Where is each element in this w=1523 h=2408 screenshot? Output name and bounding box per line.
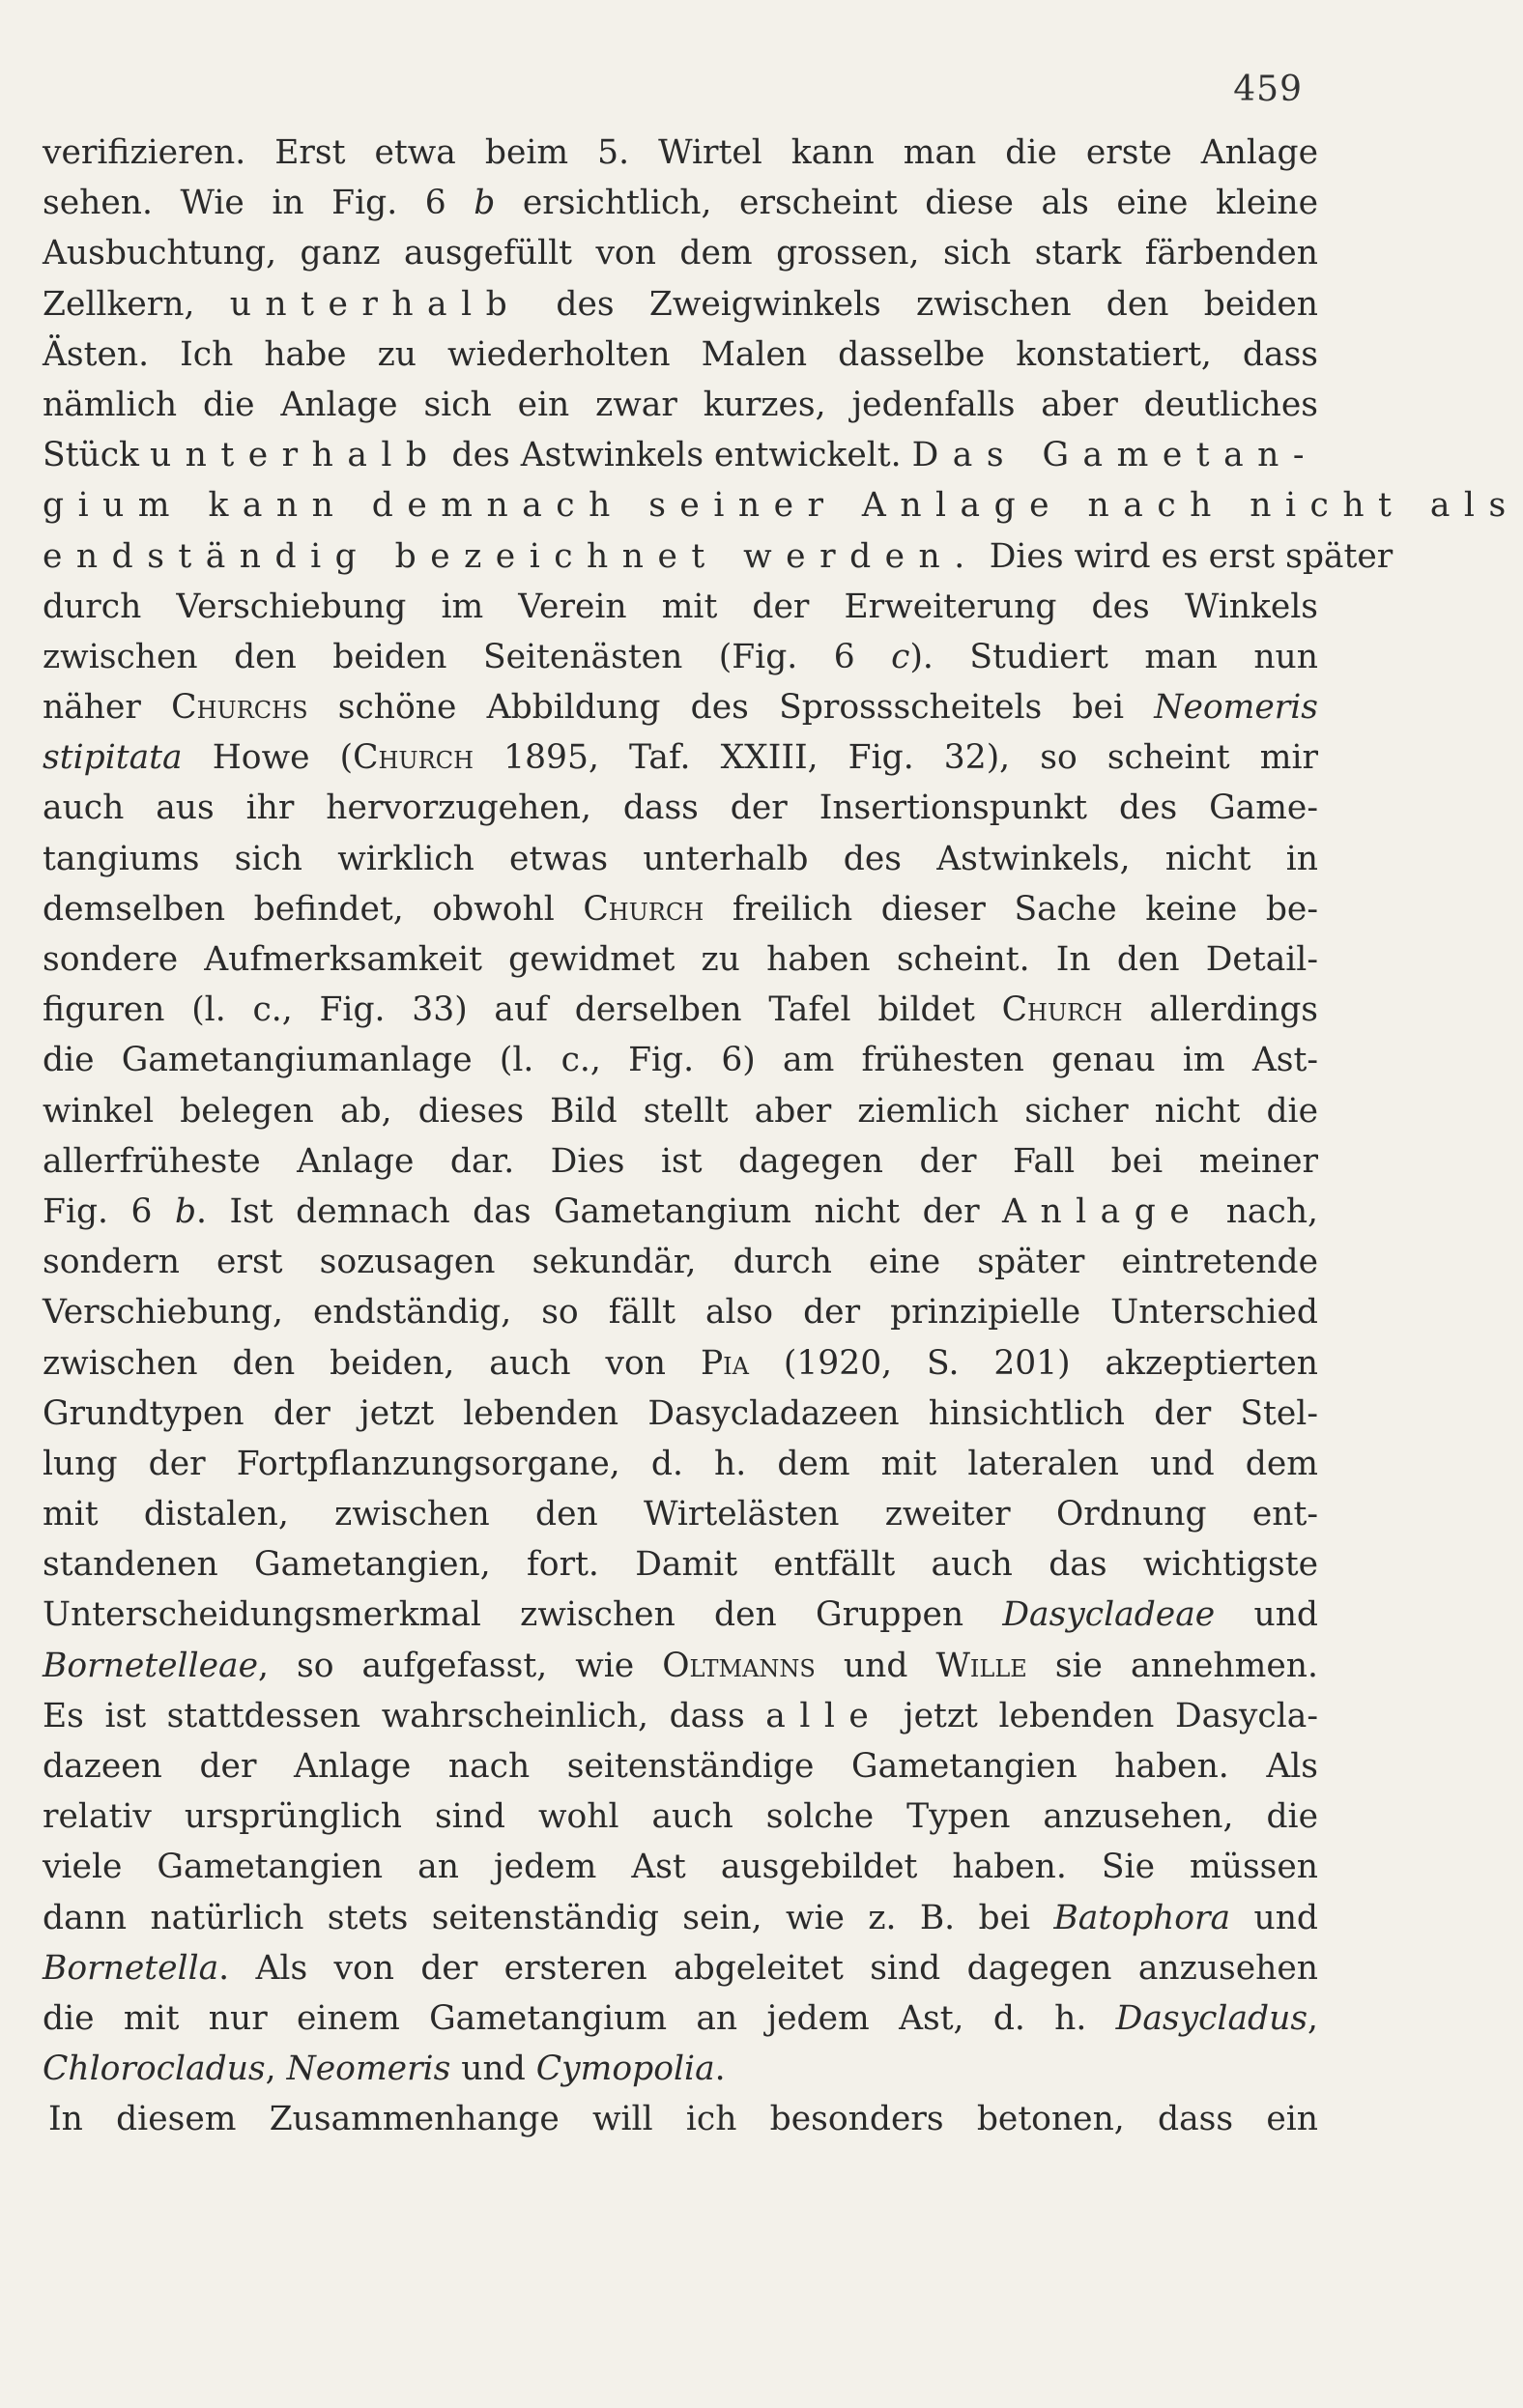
text-segment: figuren (l. c., Fig. 33) auf derselben Tafel bildet bbox=[43, 990, 1002, 1030]
text-segment: Church bbox=[353, 738, 474, 778]
text-segment: Bornetelleae bbox=[43, 1646, 259, 1685]
text-segment: Es ist stattdessen wahrscheinlich, dass bbox=[43, 1696, 766, 1735]
text-segment: sehen. Wie in Fig. 6 bbox=[43, 184, 474, 223]
text-segment: Dasycladus bbox=[1115, 1998, 1308, 2038]
text-segment: tangiums sich wirklich etwas unterhalb des Astwinkels, nicht in bbox=[43, 839, 1318, 878]
text-line bbox=[43, 582, 1318, 632]
text-segment: auch aus ihr hervorzugehen, dass der Insertionspunkt des Game- bbox=[43, 788, 1318, 828]
text-segment: Dies wird es erst später bbox=[978, 536, 1394, 576]
text-line bbox=[43, 682, 1318, 732]
text-segment: 1895, Taf. XXIII, Fig. 32), so scheint mir bbox=[474, 738, 1318, 778]
text-line bbox=[43, 1338, 1318, 1389]
text-segment: winkel belegen ab, dieses Bild stellt aber ziemlich sicher nicht die bbox=[43, 1091, 1318, 1131]
text-segment: c bbox=[891, 637, 910, 676]
text-line bbox=[43, 531, 1394, 582]
text-segment: Fig. 6 bbox=[43, 1191, 175, 1231]
text-line bbox=[43, 2044, 1318, 2094]
text-segment: Zellkern, bbox=[43, 284, 230, 324]
text-segment: unterhalb bbox=[149, 436, 442, 475]
text-segment: verifizieren. Erst etwa beim 5. Wirtel kann man die erste Anlage bbox=[43, 133, 1318, 172]
text-line bbox=[43, 1842, 1318, 1892]
page-number: 459 bbox=[1233, 70, 1303, 109]
text-segment: Bornetella bbox=[43, 1948, 219, 1988]
text-segment: nämlich die Anlage sich ein zwar kurzes, jedenfalls aber deutliches bbox=[43, 385, 1318, 424]
text-segment: endständig bezeichnet werden. bbox=[43, 536, 979, 576]
text-line bbox=[43, 1943, 1318, 1993]
text-segment: . Ist demnach das Gametangium nicht der bbox=[196, 1191, 1003, 1231]
text-line bbox=[43, 1439, 1318, 1489]
text-segment: sondere Aufmerksamkeit gewidmet zu haben scheint. In den Detail- bbox=[43, 940, 1318, 979]
text-line bbox=[43, 732, 1318, 783]
text-line bbox=[43, 1136, 1318, 1187]
text-segment: Pia bbox=[700, 1343, 749, 1383]
text-line bbox=[43, 430, 1318, 480]
text-segment: freilich dieser Sache keine be- bbox=[704, 889, 1318, 929]
text-segment: Neomeris bbox=[286, 2050, 451, 2089]
text-segment: und bbox=[1215, 1595, 1318, 1635]
text-segment: Church bbox=[1001, 990, 1123, 1030]
text-segment: Batophora bbox=[1053, 1898, 1231, 1937]
text-segment: ). Studiert man nun bbox=[909, 637, 1318, 676]
text-segment: In diesem Zusammenhange will ich besonders betonen, dass ein bbox=[48, 2100, 1318, 2139]
text-segment: und bbox=[450, 2050, 536, 2089]
text-segment: Stück bbox=[43, 436, 150, 475]
text-line bbox=[43, 1993, 1318, 2044]
text-segment: viele Gametangien an jedem Ast ausgebildet haben. Sie müssen bbox=[43, 1848, 1318, 1887]
text-line bbox=[43, 1187, 1318, 1237]
text-segment: die Gametangiumanlage (l. c., Fig. 6) am frühesten genau im Ast- bbox=[43, 1041, 1318, 1080]
text-line bbox=[43, 1641, 1318, 1691]
text-segment: allerfrüheste Anlage dar. Dies ist dagegen der Fall bei meiner bbox=[43, 1141, 1318, 1181]
text-segment: alle bbox=[765, 1696, 883, 1735]
text-segment: des Zweigwinkels zwischen den beiden bbox=[521, 284, 1318, 324]
text-line bbox=[43, 1741, 1318, 1792]
text-segment: Cymopolia bbox=[535, 2050, 715, 2089]
text-segment: stipitata bbox=[43, 738, 183, 778]
text-line bbox=[43, 1389, 1318, 1439]
text-segment: Verschiebung, endständig, so fällt also der prinzipielle Unterschied bbox=[43, 1293, 1318, 1333]
text-line bbox=[43, 1287, 1318, 1337]
text-segment: (1920, S. 201) akzeptierten bbox=[748, 1343, 1319, 1383]
text-line bbox=[43, 834, 1318, 884]
text-line bbox=[43, 2094, 1318, 2144]
text-segment: sie annehmen. bbox=[1026, 1646, 1318, 1685]
text-line bbox=[43, 1691, 1318, 1741]
text-segment: , bbox=[265, 2050, 287, 2089]
text-segment: , bbox=[1307, 1998, 1318, 2038]
text-line bbox=[43, 1893, 1318, 1943]
text-segment: Anlage bbox=[1002, 1191, 1204, 1231]
text-segment: des Astwinkels entwickelt. bbox=[441, 436, 912, 475]
text-line bbox=[43, 1539, 1318, 1590]
text-segment: dazeen der Anlage nach seitenständige Gametangien haben. Als bbox=[43, 1747, 1318, 1786]
text-segment: dann natürlich stets seitenständig sein, wie z. B. bei bbox=[43, 1898, 1054, 1937]
text-line bbox=[43, 330, 1318, 380]
text-line bbox=[43, 1489, 1318, 1539]
text-line bbox=[43, 884, 1318, 934]
text-segment: näher bbox=[43, 688, 172, 728]
text-segment: Das Gametan- bbox=[911, 436, 1318, 475]
text-segment: die mit nur einem Gametangium an jedem Ast, d. h. bbox=[43, 1998, 1116, 2038]
text-segment: . bbox=[714, 2050, 726, 2089]
text-segment: standenen Gametangien, fort. Damit entfällt auch das wichtigste bbox=[43, 1545, 1318, 1585]
text-segment: jetzt lebenden Dasycla- bbox=[882, 1696, 1318, 1735]
text-segment: mit distalen, zwischen den Wirtelästen zweiter Ordnung ent- bbox=[43, 1495, 1318, 1534]
text-line bbox=[43, 783, 1318, 833]
text-segment: Howe ( bbox=[182, 738, 354, 778]
text-segment: Neomeris bbox=[1154, 688, 1318, 728]
text-segment: Dasycladeae bbox=[1002, 1595, 1216, 1635]
text-segment: unterhalb bbox=[229, 284, 522, 324]
text-segment: . Als von der ersteren abgeleitet sind dagegen anzusehen bbox=[218, 1948, 1318, 1988]
text-segment: ersichtlich, erscheint diese als eine kleine bbox=[495, 184, 1318, 223]
text-line bbox=[43, 228, 1318, 278]
text-line bbox=[43, 480, 1520, 530]
text-segment: gium kann demnach seiner Anlage nach nicht als bbox=[43, 486, 1520, 526]
text-segment: schöne Abbildung des Sprossscheitels bei bbox=[307, 688, 1155, 728]
text-line bbox=[43, 279, 1318, 330]
text-line bbox=[43, 632, 1318, 682]
text-segment: Ästen. Ich habe zu wiederholten Malen dasselbe konstatiert, dass bbox=[43, 334, 1318, 374]
text-line bbox=[43, 380, 1318, 430]
text-line bbox=[43, 1035, 1318, 1085]
text-segment: nach, bbox=[1203, 1191, 1319, 1231]
text-segment: b bbox=[474, 184, 496, 223]
text-segment: Oltmanns bbox=[662, 1646, 816, 1685]
text-segment: und bbox=[815, 1646, 936, 1685]
text-segment: demselben befindet, obwohl bbox=[43, 889, 584, 929]
text-segment: zwischen den beiden, auch von bbox=[43, 1343, 701, 1383]
text-segment: sondern erst sozusagen sekundär, durch eine später eintretende bbox=[43, 1243, 1318, 1282]
text-line bbox=[43, 1792, 1318, 1842]
text-segment: , so aufgefasst, wie bbox=[258, 1646, 663, 1685]
text-segment: Chlorocladus bbox=[43, 2050, 266, 2089]
text-segment: b bbox=[174, 1191, 197, 1231]
text-segment: und bbox=[1230, 1898, 1318, 1937]
body-text bbox=[43, 128, 1520, 2145]
text-segment: zwischen den beiden Seitenästen (Fig. 6 bbox=[43, 637, 892, 676]
text-line bbox=[43, 985, 1318, 1035]
text-line bbox=[43, 1086, 1318, 1136]
text-segment: allerdings bbox=[1122, 990, 1318, 1030]
text-segment: relativ ursprünglich sind wohl auch solche Typen anzusehen, die bbox=[43, 1797, 1318, 1837]
text-line bbox=[43, 934, 1318, 985]
text-segment: Unterscheidungsmerkmal zwischen den Gruppen bbox=[43, 1595, 1003, 1635]
text-segment: Church bbox=[583, 889, 704, 929]
text-line bbox=[43, 178, 1318, 228]
text-segment: durch Verschiebung im Verein mit der Erweiterung des Winkels bbox=[43, 587, 1318, 626]
text-segment: Wille bbox=[935, 1646, 1027, 1685]
text-segment: Grundtypen der jetzt lebenden Dasycladazeen hinsichtlich der Stel- bbox=[43, 1393, 1318, 1433]
text-line bbox=[43, 1590, 1318, 1640]
text-segment: Ausbuchtung, ganz ausgefüllt von dem grossen, sich stark färbenden bbox=[43, 234, 1318, 273]
text-segment: Churchs bbox=[171, 688, 308, 728]
text-line bbox=[43, 128, 1318, 178]
text-segment: lung der Fortpflanzungsorgane, d. h. dem mit lateralen und dem bbox=[43, 1444, 1318, 1483]
text-line bbox=[43, 1237, 1318, 1287]
